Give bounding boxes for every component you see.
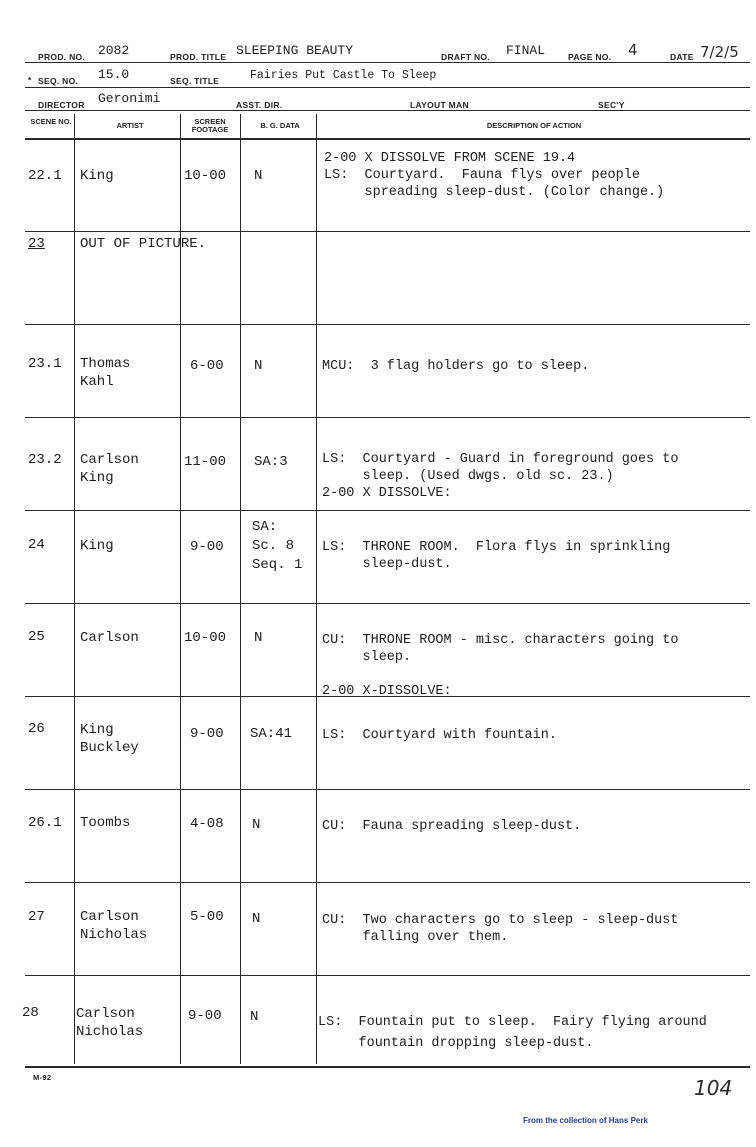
director-label: DIRECTOR [38,100,85,110]
screen-footage: 9-00 [190,539,224,555]
bg-data: N [252,817,261,833]
form-number: M-92 [33,1073,52,1082]
artist-name: Carlson Nicholas [80,909,148,943]
prod-title-label: PROD. TITLE [170,52,227,62]
col-divider-1 [74,114,75,1064]
prod-title-value: SLEEPING BEAUTY [236,43,354,58]
artist-name: King Buckley [80,722,139,756]
col-artist: ARTIST [116,121,144,130]
seq-title-value: Fairies Put Castle To Sleep [250,69,437,82]
draft-no-label: DRAFT NO. [441,52,490,62]
director-value: Geronimi [98,91,161,106]
row-separator [25,975,750,976]
scene-number: 23.2 [28,452,62,468]
bg-data: N [254,168,263,184]
screen-footage: 10-00 [184,630,227,646]
artist-name: Carlson [80,630,139,646]
action-description: MCU: 3 flag holders go to sleep. [322,359,590,374]
scene-number: 28 [22,1005,39,1021]
bg-data: SA:3 [254,454,288,470]
col-screen-footage: SCREEN FOOTAGE [191,117,229,134]
scene-number: 26.1 [28,815,62,831]
prod-no-value: 2082 [98,43,130,58]
artist-name: King [80,538,114,554]
header-rule-2 [25,87,750,88]
artist-name: Thomas Kahl [80,356,131,390]
row-separator [25,417,750,418]
artist-name: Toombs [80,815,131,831]
column-header-rule [25,138,750,140]
col-divider-3 [240,114,241,1064]
row-separator [25,324,750,325]
scene-number: 22.1 [28,168,62,184]
bg-data: N [254,358,263,374]
bg-data: SA:41 [250,726,293,742]
bg-data: N [254,630,263,646]
action-description: CU: THRONE ROOM - misc. characters going to sleep. 2-00 X-DISSOLVE: [322,633,679,699]
action-description: LS: Fountain put to sleep. Fairy flying around fountain dropping sleep-dust. [318,1015,707,1051]
seq-no-asterisk: * [28,75,32,85]
action-description: 2-00 X DISSOLVE FROM SCENE 19.4 LS: Courtyard. Fauna flys over people spreading sleep-dust. (Color change.) [324,151,665,200]
screen-footage: 11-00 [184,454,227,470]
prod-no-label: PROD. NO. [38,52,86,62]
col-bg-data: B. G. DATA [260,121,300,130]
screen-footage: 4-08 [190,816,224,832]
page-no-value: 4 [628,41,638,59]
scene-number: 23 [28,236,45,252]
action-description: CU: Two characters go to sleep - sleep-dust falling over them. [322,913,679,945]
artist-name: Carlson King [80,452,139,486]
scene-number: 24 [28,537,45,553]
col-divider-4 [316,114,317,1064]
scene-number: 27 [28,909,45,925]
bg-data: N [250,1009,259,1025]
row-separator [25,510,750,511]
artist-name: OUT OF PICTURE. [80,236,207,252]
col-description: DESCRIPTION OF ACTION [486,121,582,130]
action-description: LS: Courtyard - Guard in foreground goes to sleep. (Used dwgs. old sc. 23.) 2-00 X DISSOLVE: [322,452,679,501]
seq-no-value: 15.0 [98,67,130,82]
header-rule-1 [25,62,750,63]
scene-number: 26 [28,721,45,737]
asst-dir-label: ASST. DIR. [236,100,283,110]
row-separator [25,789,750,790]
seq-title-label: SEQ. TITLE [170,76,220,86]
row-separator [25,882,750,883]
layout-man-label: LAYOUT MAN [410,100,469,110]
action-description: LS: Courtyard with fountain. [322,728,557,743]
screen-footage: 5-00 [190,909,224,925]
page-no-label: PAGE NO. [568,52,612,62]
screen-footage: 9-00 [188,1008,222,1024]
col-scene-no: SCENE NO. [30,117,72,126]
col-divider-2 [180,114,181,1064]
draft-no-value: FINAL [506,43,546,58]
secy-label: SEC'Y [598,100,625,110]
screen-footage: 10-00 [184,168,227,184]
row-separator [25,231,750,232]
scene-number: 25 [28,629,45,645]
bg-data: SA: Sc. 8 Seq. 1 [252,519,303,573]
row-separator [25,603,750,604]
action-description: LS: THRONE ROOM. Flora flys in sprinkling sleep-dust. [322,540,671,572]
seq-no-label: SEQ. NO. [38,76,79,86]
artist-name: King [80,168,114,184]
action-description: CU: Fauna spreading sleep-dust. [322,819,582,834]
bg-data: N [252,911,261,927]
artist-name: Carlson Nicholas [76,1006,144,1040]
page-number-handwritten: 104 [694,1076,733,1100]
collection-credit: From the collection of Hans Perk [523,1116,648,1125]
date-value: 7/2/5 [700,43,739,61]
screen-footage: 6-00 [190,358,224,374]
header-rule-3 [25,110,750,111]
table-bottom-rule [25,1066,750,1068]
date-label: DATE [670,52,694,62]
scene-number: 23.1 [28,356,62,372]
screen-footage: 9-00 [190,726,224,742]
